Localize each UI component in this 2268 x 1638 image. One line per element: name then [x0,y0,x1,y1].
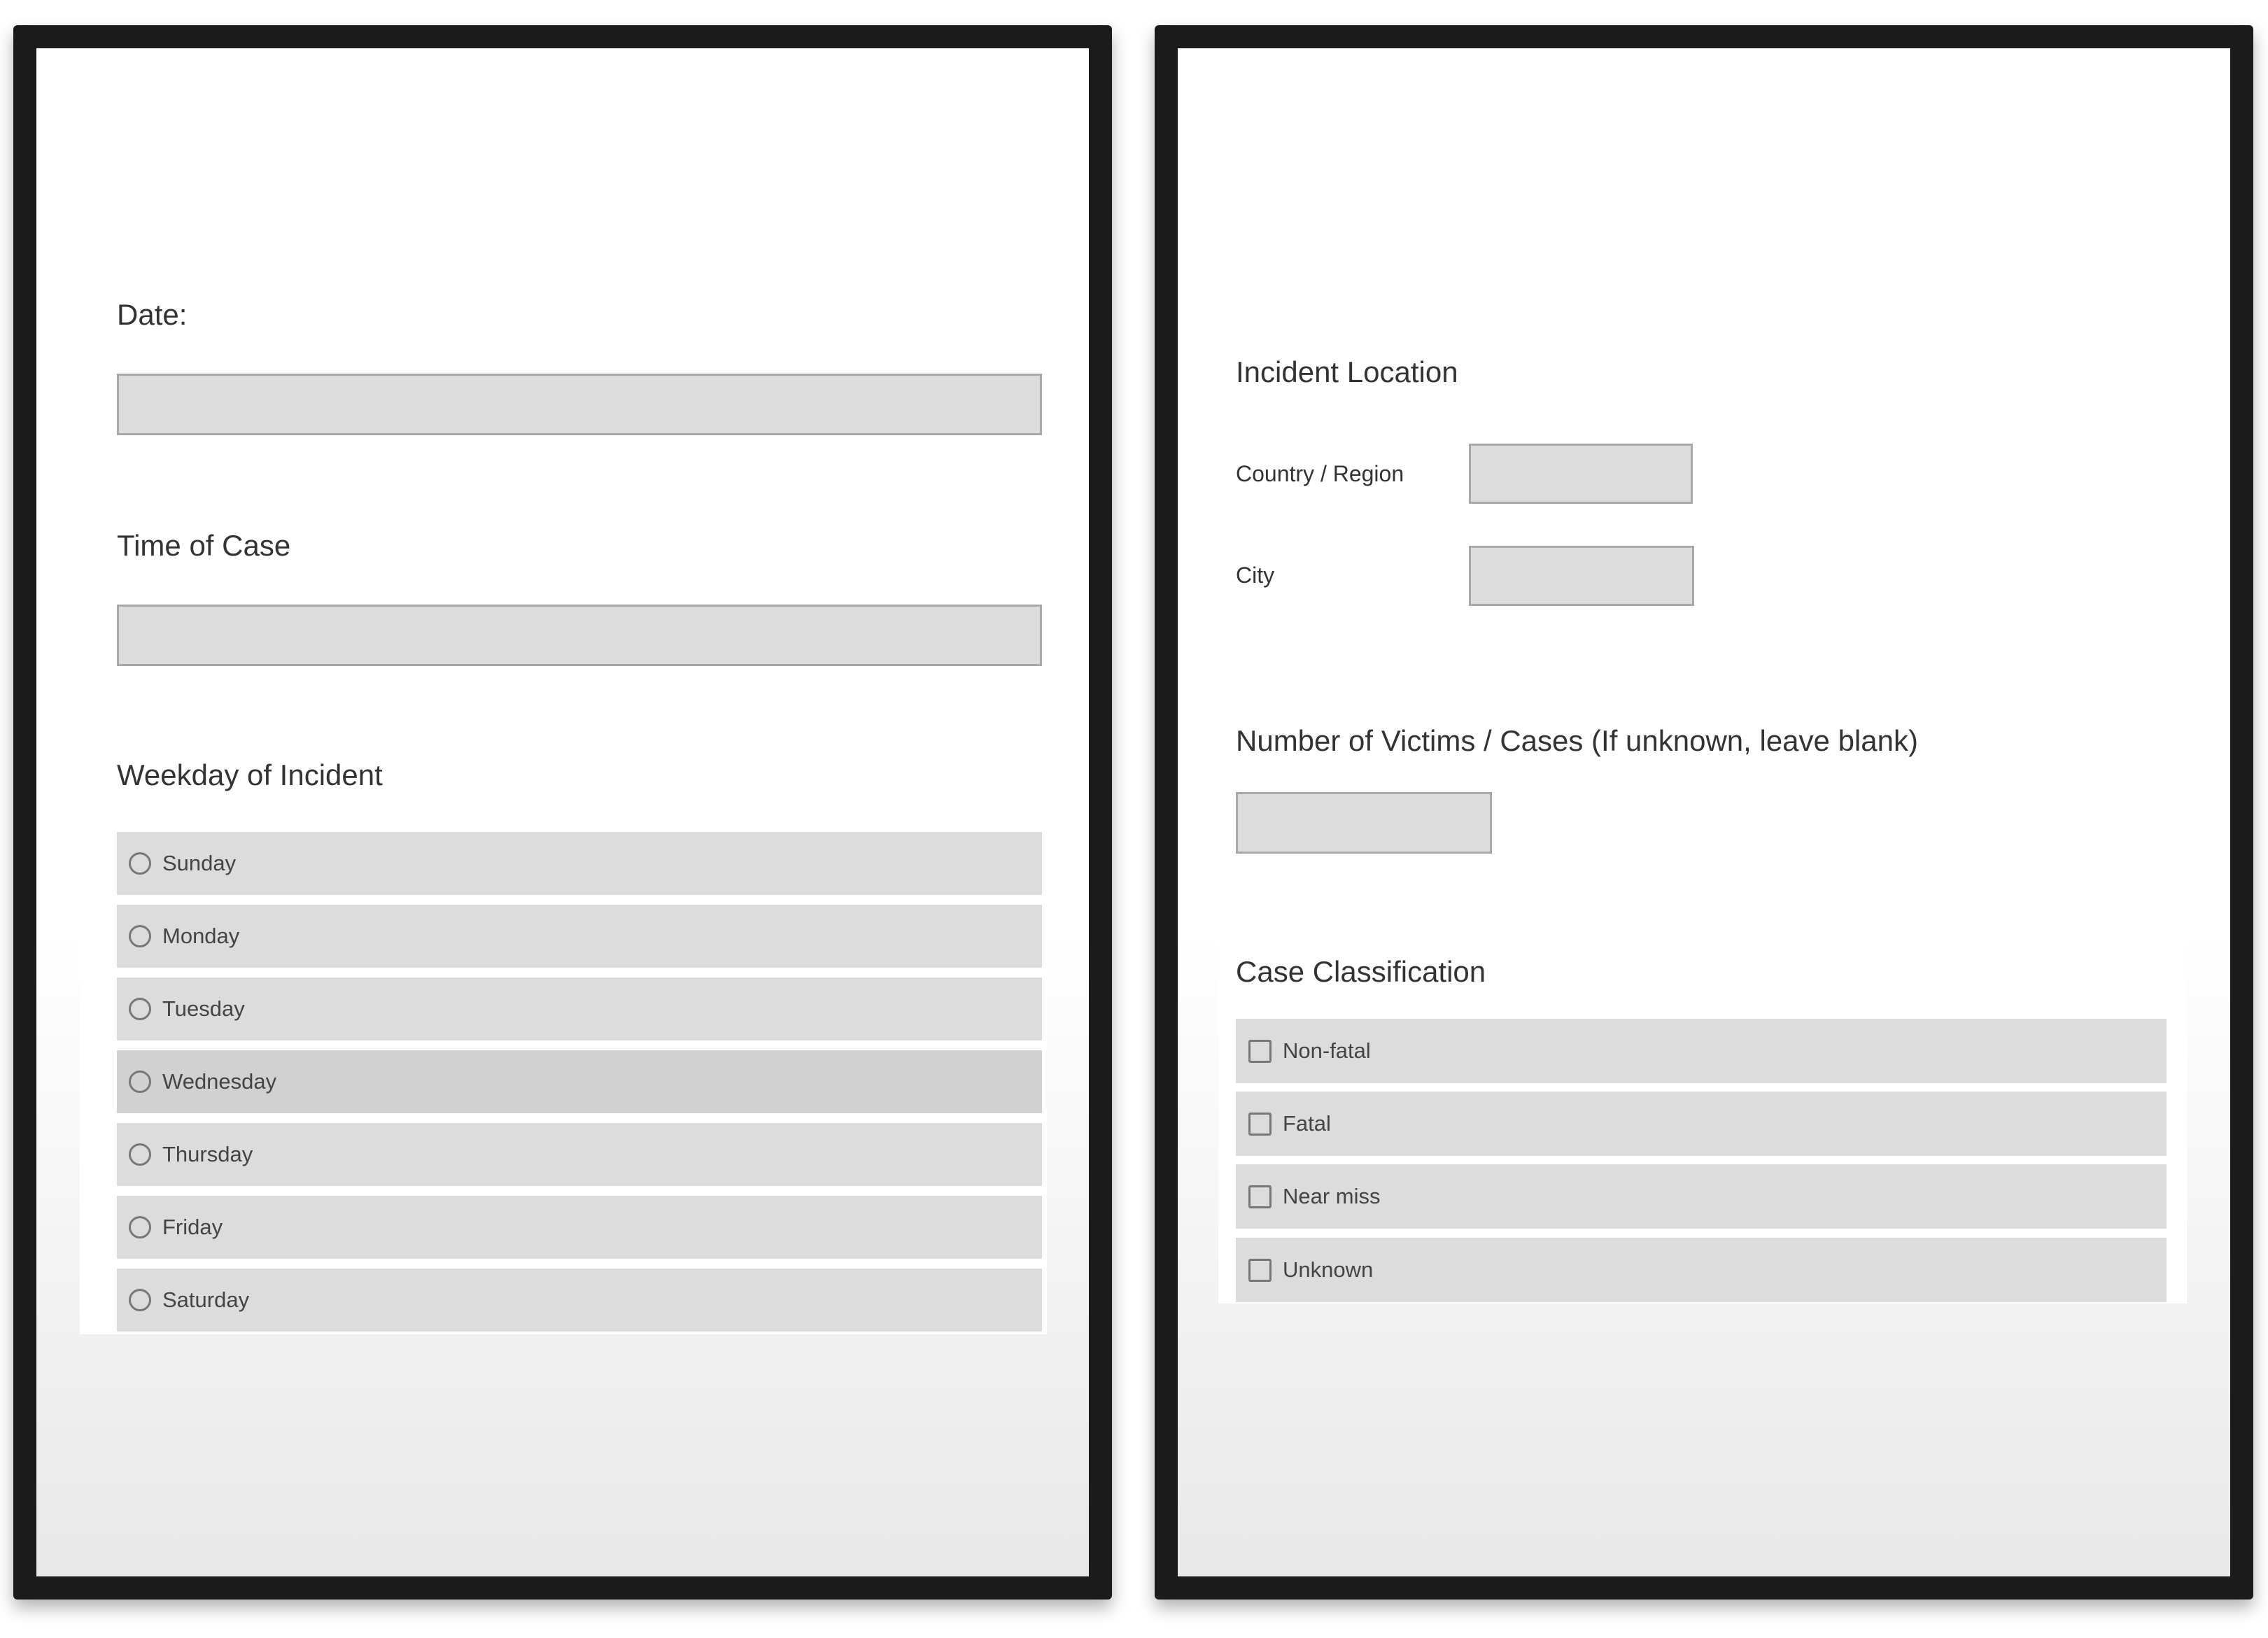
weekday-option-sunday[interactable] [117,832,1042,895]
weekday-option-label: Monday [162,924,240,948]
radio-icon[interactable] [129,1071,151,1093]
left-form-frame [13,25,1112,1600]
classification-option-fatal[interactable] [1236,1092,2167,1156]
weekday-label: Weekday of Incident [117,758,383,791]
radio-icon[interactable] [129,925,151,947]
weekday-option-friday[interactable] [117,1196,1042,1259]
weekday-option-label: Friday [162,1215,223,1239]
weekday-option-label: Tuesday [162,996,245,1021]
weekday-option-label: Thursday [162,1142,253,1166]
classification-option-label: Non-fatal [1283,1038,1371,1063]
number-of-victims-input[interactable] [1236,792,1492,854]
radio-icon[interactable] [129,1289,151,1311]
date-label: Date: [117,298,188,331]
right-form-page [1178,48,2230,1576]
weekday-option-tuesday[interactable] [117,977,1042,1040]
right-form-frame [1155,25,2253,1600]
radio-icon[interactable] [129,1143,151,1166]
date-input[interactable] [117,374,1042,435]
number-of-victims-label: Number of Victims / Cases (If unknown, leave blank) [1236,724,1918,757]
incident-location-heading: Incident Location [1236,355,1458,388]
right-form-card [1218,121,2187,1304]
classification-option-label: Unknown [1283,1257,1374,1282]
weekday-option-saturday[interactable] [117,1269,1042,1332]
radio-icon[interactable] [129,852,151,875]
radio-icon[interactable] [129,998,151,1020]
radio-icon[interactable] [129,1216,151,1238]
classification-option-non-fatal[interactable] [1236,1019,2167,1083]
classification-option-label: Fatal [1283,1111,1331,1136]
weekday-option-thursday[interactable] [117,1123,1042,1186]
checkbox-icon[interactable] [1248,1040,1272,1063]
time-of-case-input[interactable] [117,605,1042,666]
country-region-input[interactable] [1469,444,1693,504]
checkbox-icon[interactable] [1248,1185,1272,1208]
time-of-case-label: Time of Case [117,529,291,562]
weekday-option-label: Saturday [162,1287,250,1312]
city-label: City [1236,563,1275,588]
city-input[interactable] [1469,546,1694,606]
classification-option-unknown[interactable] [1236,1238,2167,1302]
checkbox-icon[interactable] [1248,1259,1272,1282]
left-form-page [36,48,1089,1576]
weekday-option-monday[interactable] [117,905,1042,968]
case-classification-label: Case Classification [1236,955,1486,988]
classification-option-near-miss[interactable] [1236,1164,2167,1229]
weekday-option-label: Wednesday [162,1069,277,1094]
weekday-option-wednesday[interactable] [117,1050,1042,1113]
checkbox-icon[interactable] [1248,1113,1272,1136]
left-form-card [80,62,1047,1334]
weekday-option-label: Sunday [162,851,237,875]
country-region-label: Country / Region [1236,461,1404,486]
classification-option-label: Near miss [1283,1184,1381,1208]
